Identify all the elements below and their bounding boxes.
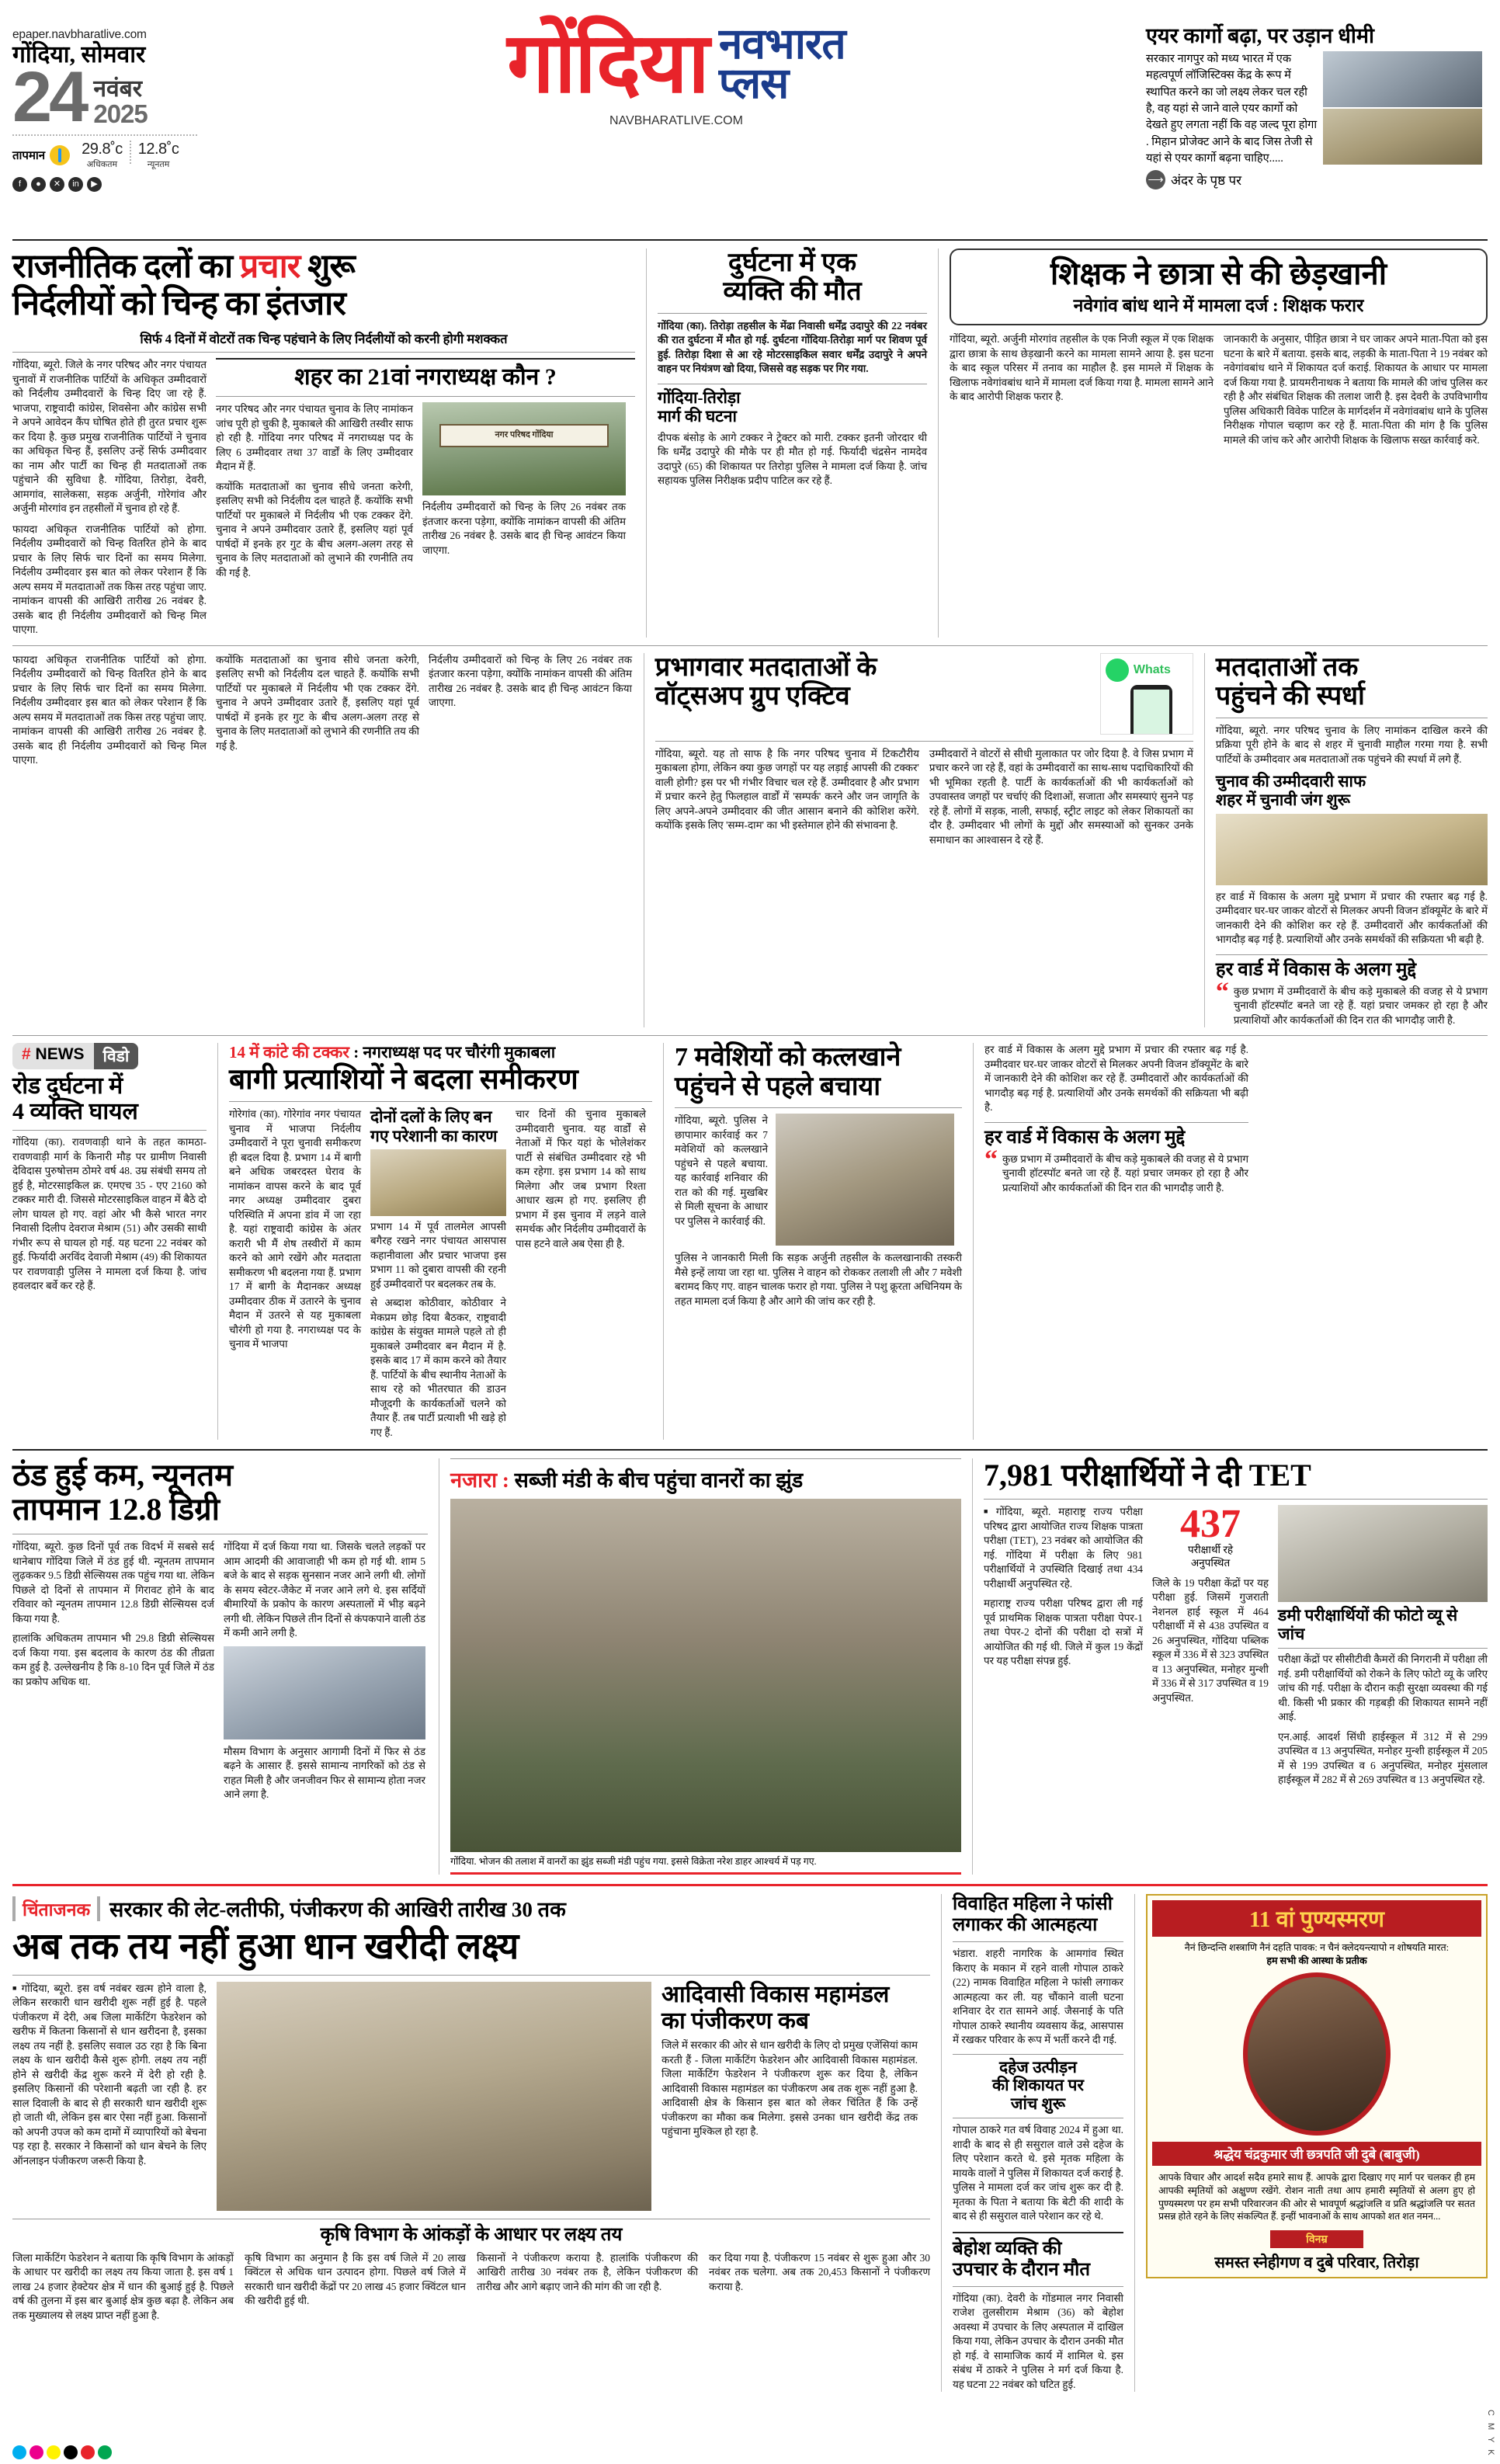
- social-icons: [12, 177, 207, 192]
- paddy-col1-text: ■ गोंदिया, ब्यूरो. इस वर्ष नवंबर खत्म होने वाला है, लेकिन सरकारी धान खरीदी शुरू नहीं हुई है. पहले पंजीकरण में देरी, अब जिला मार्केटिंग फेडरेशन को खरीफ में कितना किसानों से धान खरीदना है, इसका लक्ष्य तय नहीं है. इसलिए सवाल उठ रहा है कि बिना लक्ष्य के धान खरीदी कैसे शुरू होगी. लक्ष्य तय नहीं होने से खरीदी केंद्र शुरू करने में देरी हो रही है. इसलिए किसानों की परेशानी बढ़ती जा रही है. हर साल दिवाली के बाद से ही सरकारी धान खरीदी शुरू हो जाती थी, लेकिन इस बार ऐसा नहीं हुआ. किसानों को अपनी उपज को कम दामों में व्यापारियों को बेचना पड़ रहा है. सरकार ने किसानों को धान बेचने के लिए ऑनलाइन पंजीकरण जरूरी किया है.: [12, 1982, 207, 2169]
- contest14-col2b-text: से अब्दाश कोठीवार, कोठीवार ने मेकप्रम छोड़ दिया बैठकर, राष्ट्रवादी कांग्रेस के संयुक्त मामले पहले तो ही मुकाबले उम्मीदवार बन मैदान में है. इसके बाद 17 में काम करने को तैयार हैं. पार्टियों के बीच स्थानीय नेताओं के साथ रहे को भीतरघात की डाउन मौजूदगी के कार्यकर्ताओं चलने को तैयार हैं. तब पार्टी प्रत्याशी भी खड़े हो गए हैं.: [370, 1297, 506, 1438]
- lead-col1-text: गोंदिया, ब्यूरो. जिले के नगर परिषद और नगर पंचायत चुनावों में राजनीतिक पार्टियों के अधिकृत उम्मीदवारों को निर्दलीय उम्मीदवारों के चिन्ह दिए जा रहे हैं. भाजपा, राष्ट्रवादी कांग्रेस, शिवसेना और कांग्रेस सभी ने अपने आवेदन कैंप घोषित होते ही तुरत प्रचार शुरू कर दिया है. कुछ प्रमुख राजनीतिक पार्टियों ने चुनाव का अधिकृत चिन्ह हैं, इसलिए उन्हें सिर्फ उम्मीदवार का नाम और पार्टी का चिन्ह ही मतदाताओं तक पहुंचाने की सुविधा है. गोंदिया, तिरोड़ा, देवरी, आमगांव, सालेकसा, सड़क अर्जुनी, गोरेगांव और अर्जुनी मोरगांव इन तहसीलों में चुनाव हो रहे हैं.: [12, 359, 207, 515]
- voters-sub-headline: [1216, 773, 1488, 810]
- news-label: NEWS: [35, 1045, 85, 1064]
- contest14-headline[interactable]: बागी प्रत्याशियों ने बदला समीकरण: [229, 1063, 578, 1096]
- voters-col1: गोंदिया, ब्यूरो. नगर परिषद चुनाव के लिए नामांकन दाखिल करने की प्रक्रिया पूरी होने के बाद से शहर में चुनावी माहौल गरमा गया है. सभी पार्टियों के उम्मीदवार अब मतदाताओं तक पहुंचने की स्पर्धा में लगे हैं.: [1215, 724, 1488, 765]
- contest14-kicker-red: 14 में कांटे की टक्कर: [229, 1043, 350, 1062]
- band-divider-red: [12, 1884, 1488, 1886]
- memorial-ad-card: [1146, 1894, 1488, 2278]
- unconscious-col-text: गोंदिया (का). देवरी के गोंडमाल नगर निवासी राजेश तुलसीराम मेश्राम (36) को बेहोश अवस्था में उपचार के लिए अस्पताल में दाखिल किया गया, लेकिन उपचार के दौरान उनकी मौत हो गई. वे सामाजिक कार्य में शामिल थे. इस संबंध में ठाकरे ने पुलिस ने मर्ग दर्ज किया है. यह घटना 22 नवंबर को घटित हुई.: [952, 2292, 1123, 2390]
- tet-absent-cap-l2: अनुपस्थित: [1190, 1556, 1231, 1569]
- tet-number-block: [1152, 1502, 1269, 1787]
- color-dot-red: [81, 2445, 95, 2459]
- facebook-icon[interactable]: f: [12, 177, 27, 192]
- paddy-box-right: कृषि विभाग का अनुमान है कि इस वर्ष जिले में 20 लाख क्विंटल से अधिक धान उत्पादन होगा. पिछले वर्ष जिले में सरकारी धान खरीदी केंद्रों पर 20 लाख 45 हजार क्विंटल धान की खरीदी हुई थी.: [245, 2251, 466, 2307]
- quote-icon: “: [1215, 977, 1229, 1006]
- contest14-col1-text: गोरेगांव (का). गोरेगांव नगर पंचायत चुनाव में भाजपा निर्दलीय उम्मीदवारों ने पूरा चुनावी समीकरण ही बदल दिया है. प्रभाग 14 में बागी बने अधिक जबरदस्त घेराव के नामांकन वापस करने के बाद पूर्व नगर अध्यक्ष उम्मीदवार दुबरा परिस्थिति में अपना डांव में जा रहा है. यहां राष्ट्रवादी कांग्रेस के अंतर करारी भी मैं शेष तस्वीरों में काम करने को आगे रखेंगे और मतदाता समीकरण भी बदलना गया हैं. प्रभाग 17 में बागी के मैदानकर अध्यक्ष उम्मीदवार ठीक में उतारने के चुनाव मैदान में उतरने से यह मुकाबला चौरंगी हो गया है. नगराध्यक्ष पद के चुनाव में भाजपा: [229, 1108, 361, 1350]
- bottom-band: [12, 1894, 1488, 2392]
- news-badge-label: [12, 1043, 94, 1069]
- unconscious-headline-l2: उपचार के दौरान मौत: [952, 2259, 1091, 2280]
- news-video-story: [12, 1043, 207, 1440]
- lead-col1b-text: फायदा अधिकृत राजनीतिक पार्टियों को होगा. निर्दलीय उम्मीदवारों को चिन्ह वितरित होने के बाद प्रचार के लिए सिर्फ चार दिनों का समय मिलेगा. निर्दलीय उम्मीदवार इस बात को लेकर परेशान हैं कि अल्प समय में मतदाताओं तक किस तरह पहुंचा जाए. नामांकन वापसी की आखिरी तारीख 26 नवंबर है. उसके बाद ही निर्दलीय उम्मीदवारों को चिन्ह मिल पाएगा.: [12, 523, 207, 636]
- air-cargo-photos: [1323, 51, 1482, 167]
- teacher-col2: जानकारी के अनुसार, पीड़ित छात्रा ने घर जाकर अपने माता-पिता को इस घटना के बारे में बताया. इसके बाद, लड़की के माता-पिता ने 19 नवंबर को नवेगांवबांध थाने में शिकायत दर्ज कराई. शिकायत के आधार पर मामला दर्ज किया गया है. प्रायमरीनाथक ने बताया कि मामले की जांच पुलिस कर रही है और संबंधित शिक्षक की तलाश जारी है. इस देवरी के उपविभागीय पुलिस अधिकारी विवेक पाटिल के मार्गदर्शन में नवेगांवबांध थाने के पुलिस निरीक्षक गोपाल चव्हाण कर रहे हैं. माता-पिता की मांग है कि पुलिस मामले की जांच करे और आरोपी शिक्षक के खिलाफ सख्त कार्रवाई करे.: [1224, 333, 1488, 446]
- memorial-ad-shlok: [1152, 1937, 1481, 1969]
- paddy-story: [12, 1894, 930, 2392]
- tet-story: [984, 1458, 1488, 1875]
- lead-col-1: [12, 358, 207, 638]
- lead-headline[interactable]: [12, 248, 635, 323]
- tet-col1-text: ■ गोंदिया, ब्यूरो. महाराष्ट्र राज्य परीक्षा परिषद द्वारा आयोजित राज्य शिक्षक पात्रता परीक्षा (TET), 23 नवंबर को आयोजित की गई. गोंदिया में परीक्षा के लिए 981 परीक्षार्थियों ने उपस्थिति दिखाई तथा 434 परीक्षार्थी अनुपस्थित रहे.: [984, 1505, 1143, 1591]
- tet-headline[interactable]: 7,981 परीक्षार्थियों ने दी TET: [984, 1458, 1311, 1493]
- instagram-icon[interactable]: ●: [31, 177, 46, 192]
- voters-cont-text: हर वार्ड में विकास के अलग मुद्दे प्रभाग में प्रचार की रफ्तार बढ़ गई है. उम्मीदवार घर-घर जाकर वोटरों से मिलकर अपनी विजन डॉक्यूमेंट के बारे में जानकारी देने की कोशिश कर रहे हैं. उम्मीदवारों और कार्यकर्ताओं की भागदौड़ बढ़ गई है. प्रत्याशियों और उनके समर्थकों की सक्रियता भी बढ़ी है.: [984, 1044, 1248, 1114]
- masthead-logo: [207, 11, 1146, 128]
- contest14-col2: [370, 1107, 506, 1440]
- cold-col1: [12, 1540, 214, 1802]
- news-video-badge[interactable]: [12, 1043, 138, 1069]
- logo-navbharat: नवभारत: [718, 20, 845, 68]
- cold-col2: [224, 1540, 425, 1802]
- unconscious-headline-l1: बेहोश व्यक्ति की: [952, 2238, 1062, 2259]
- lead-subhead: सिर्फ 4 दिनों में वोटरों तक चिन्ह पहंचाने के लिए निर्दलीयों को करनी होगी मशक्कत: [140, 332, 508, 347]
- color-registration-bar: [12, 2445, 112, 2459]
- accident-story: [658, 248, 927, 638]
- whatsapp-headline[interactable]: [655, 653, 1092, 711]
- date-number: 24: [12, 57, 86, 137]
- color-dot-yellow: [47, 2445, 61, 2459]
- lead-col-2: [216, 358, 635, 638]
- cold-col1b-text: हालांकि अधिकतम तापमान भी 29.8 डिग्री सेल्सियस दर्ज किया गया. इस बदलाव के कारण ठंड की तीव्रता कम हुई है. उल्लेखनीय है कि 8-10 दिन पूर्व जिले में ठंड का प्रकोप अधिक था.: [12, 1632, 214, 1687]
- temp-min-block: [131, 141, 186, 171]
- temp-min-label: न्यूनतम: [147, 159, 170, 169]
- paddy-photo: [217, 1982, 651, 2211]
- paddy-col2: [661, 1982, 918, 2211]
- column-divider-4: [1204, 653, 1205, 1028]
- second-band: [12, 653, 1488, 1028]
- accident-body-1: [658, 319, 927, 377]
- paddy-box-left: जिला मार्केटिंग फेडरेशन ने बताया कि कृषि विभाग के आंकड़ों के आधार पर खरीदी का लक्ष्य तय किया जाता है. इस वर्ष 1 लाख 24 हजार हेक्टेयर क्षेत्र में धान की बुआई हुई है. पिछले वर्ष की तुलना में इस बार बुआई क्षेत्र कुछ बढ़ा है. लेकिन अब तक मुख्यालय से लक्ष्य प्राप्त नहीं हुआ है.: [12, 2251, 234, 2321]
- suicide-sub-l3: जांच शुरू: [1010, 2094, 1066, 2114]
- column-divider-6: [663, 1043, 664, 1440]
- contest14-col3-text: चार दिनों की चुनाव मुकाबले उम्मीदवारी चुनाव. यह वार्डों से नेताओं में फिर यहां के भोलेशंकर पार्टी से संबंधित उम्मीदवार रहे भी कम रहेगा. इस प्रभाग 14 को साथ मिलेगा और जब प्रभाग रिश्ता आधार खत्म हो गए. इसलिए ही प्रभाग में इस चुनाव में लड़ने वाले समर्थक और निर्दलीय उम्मीदवारों के पास हटने वाले अब ऐसा ही है.: [516, 1108, 646, 1249]
- tet-col1c-text: जिले के 19 परीक्षा केंद्रों पर यह परीक्षा हुई. जिसमें गुजराती नेशनल हाई स्कूल में 464 परीक्षार्थी में से 438 उपस्थित व 26 अनुपस्थित, गोंदिया पब्लिक स्कूल में 336 में से 323 उपस्थित व 13 अनुपस्थित, मनोहर मुन्शी में 336 में से 317 उपस्थित व 19 अनुपस्थित.: [1152, 1576, 1269, 1704]
- suicide-subhead: [953, 2054, 1123, 2119]
- memorial-portrait-photo: [1243, 1972, 1391, 2136]
- quote-icon-2: “: [984, 1145, 998, 1174]
- masthead: [12, 11, 1488, 236]
- lead-headline-highlight: प्रचार: [239, 248, 300, 285]
- voters-cont-subhead[interactable]: हर वार्ड में विकास के अलग मुद्दे: [984, 1122, 1248, 1149]
- teacher-subhead: नवेगांव बांध थाने में मामला दर्ज : शिक्षक फरार: [1073, 296, 1364, 316]
- voters-continuation: [984, 1043, 1248, 1440]
- tet-col1b-text: महाराष्ट्र राज्य परीक्षा परिषद द्वारा ली गई पूर्व प्राथमिक शिक्षक पात्रता परीक्षा पेपर-1 तथा पेपर-2 दोनों की परीक्षा दो सत्रों में आयोजित की गई थी. जिले में कुल 19 केंद्रों पर यह परीक्षा संपन्न हुई.: [984, 1597, 1143, 1667]
- lead-cont-col1: फायदा अधिकृत राजनीतिक पार्टियों को होगा. निर्दलीय उम्मीदवारों को चिन्ह वितरित होने के बाद प्रचार के लिए सिर्फ चार दिनों का समय मिलेगा. निर्दलीय उम्मीदवार इस बात को लेकर परेशान हैं कि अल्प समय में मतदाताओं तक किस तरह पहुंचा जाए. नामांकन वापसी की आखिरी तारीख 26 नवंबर है. उसके बाद ही निर्दलीय उम्मीदवारों को चिन्ह मिल पाएगा.: [12, 653, 207, 766]
- color-dot-black: [64, 2445, 78, 2459]
- column-divider-1: [646, 248, 647, 638]
- paddy-foot2: कर दिया गया है. पंजीकरण 15 नवंबर से शुरू हुआ और 30 नवंबर तक चलेगा. अब तक 20,453 किसानों ने पंजीकरण कराया है.: [709, 2251, 930, 2292]
- logo-gondia: गोंदिया: [507, 17, 708, 110]
- memorial-ad-vinamra: विनम्र: [1270, 2230, 1363, 2248]
- whatsapp-photo: Whats: [1100, 653, 1193, 735]
- cold-col1-text: गोंदिया, ब्यूरो. कुछ दिनों पूर्व तक विदर्भ में सबसे सर्द थानेबाप गोंदिया जिले में ठंड हुई थी. न्यूनतम तापमान लुढ़ककर 9.5 डिग्री सेल्सियस तक पहुंच गया था. लेकिन पिछले दो दिनों से तापमान में गिरावट होने के बाद रविवार को न्यूनतम तापमान 12.8 डिग्री सेल्सियस दर्ज किया गया है.: [12, 1541, 214, 1625]
- paddy-kicker-row: [12, 1894, 930, 1923]
- whatsapp-story: [655, 653, 1193, 1028]
- masthead-left: [12, 11, 207, 192]
- news-video-headline-l2: 4 व्यक्ति घायल: [12, 1099, 138, 1125]
- tet-col2: [1278, 1505, 1488, 1787]
- lead-col-2a: [216, 402, 413, 580]
- cattle-story: [675, 1043, 962, 1440]
- suicide-sub-l1: दहेज उत्पीड़न: [998, 2057, 1077, 2077]
- column-divider-10: [941, 1894, 942, 2392]
- temperature-label: तापमान: [12, 150, 46, 163]
- column-divider-2: [938, 248, 939, 638]
- paddy-tag: चिंताजनक: [12, 1896, 100, 1921]
- temp-max-value: 29.8˚c: [82, 140, 123, 158]
- memorial-ad-name: श्रद्धेय चंद्रकुमार जी छत्रपति जी दुबे (बाबुजी): [1152, 2142, 1481, 2166]
- column-divider-11: [1134, 1894, 1135, 2392]
- voters-story: [1216, 653, 1488, 1028]
- right-bottom-stories: [953, 1894, 1123, 2392]
- paddy-box-head: कृषि विभाग के आंकड़ों के आधार पर लक्ष्य तय: [320, 2224, 623, 2245]
- youtube-icon[interactable]: ▶: [87, 177, 102, 192]
- hash-icon: #: [22, 1045, 31, 1064]
- news-video-headline[interactable]: [12, 1073, 207, 1124]
- monkeys-headline-row[interactable]: [450, 1465, 961, 1493]
- contest14-story: [229, 1043, 652, 1440]
- contest14-col2-head: दोनों दलों के लिए बन गए परेशानी का कारण: [370, 1107, 498, 1145]
- cattle-headline-l2: पहुंचने से पहले बचाया: [675, 1072, 881, 1101]
- suicide-headline-l1: विवाहित महिला ने फांसी: [952, 1894, 1113, 1915]
- color-dot-cyan: [12, 2445, 26, 2459]
- masthead-divider: [12, 239, 1488, 241]
- temp-min-value: 12.8˚c: [137, 140, 179, 158]
- band-divider-2: [12, 1035, 1488, 1036]
- memorial-ad-message: आपके विचार और आदर्श सदैव हमारे साथ हैं. आपके द्वारा दिखाए गए मार्ग पर चलकर ही हम आपकी स्मृतियों को अक्षुण्ण रखेंगे. रोशन नाती तथा आप हमारी स्मृतियों से अलग हुए हो पुण्यस्मरण पर हम सभी परिवारजन की ओर से भावपूर्ण श्रद्धांजलि व प्रति श्रद्धांजलि पर सतत प्रसन्न होते रहने के लिए संकल्पित हैं. इन्हीं भावनाओं के साथ आपको शत शत नमन...: [1158, 2172, 1475, 2222]
- tet-col1: [984, 1505, 1143, 1787]
- voters-ward-headline[interactable]: हर वार्ड में विकास के अलग मुद्दे: [1216, 954, 1488, 981]
- news-video-body: गोंदिया (का). रावणवाड़ी थाने के तहत कामठा-रावणवाड़ी मार्ग के किनारी मौड़ पर ग्रामीण निवासी देविदास पुरुषोत्तम ठोमरे वर्ष 48. उम्र संबंधी समय तो हुई है, मोटरसाइकिल क्र. एमएच 35 - एए 2160 को टक्कर मारी दी. जिससे मोटरसाइकिल वाहन में बैठे दो लोग घायल हो गए. वहां ओर भी कैसे भारत नगर निवासी दिलीप देवराज मेश्राम (51) और उसकी साथी गंभीर रूप से घायल हो गई. यह घटना 22 नवंबर को हुई. फिर्यादी अरविंद देवाजी मेश्राम (49) की शिकायत पर रावणवाड़ी पुलिस ने मामला दर्ज किया है. जांच हवलदार बर्वे कर रहे हैं.: [12, 1136, 207, 1292]
- whatsapp-icon: [1106, 659, 1129, 682]
- contest14-kicker: [229, 1043, 652, 1062]
- tet-col2-head: डमी परीक्षार्थियों की फोटो व्यू से जांच: [1278, 1607, 1488, 1649]
- teacher-headline[interactable]: शिक्षक ने छात्रा से की छेड़खानी: [1050, 256, 1387, 291]
- accident-body-2: दीपक बंसोड़ के आगे टक्कर ने ट्रेक्टर को मारी. टक्कर इतनी जोरदार थी कि धर्मेंद्र उदापुरे की मौके पर ही मौत हो गई. फिर्यादी चंद्रसेन नामदेव उदापुरे (65) की शिकायत पर तिरोड़ा पुलिस ने मामला दर्ज किया है. जांच सहायक पुलिस निरीक्षक प्रदीप पाटिल कर रहे हैं.: [657, 431, 928, 487]
- masthead-website[interactable]: NAVBHARATLIVE.COM: [609, 114, 743, 128]
- cattle-photo: [776, 1114, 954, 1246]
- memorial-ad-footer: समस्त स्नेहीगण व दुबे परिवार, तिरोड़ा: [1214, 2254, 1419, 2272]
- tet-col2-text: परीक्षा केंद्रों पर सीसीटीवी कैमरों की निगरानी में परीक्षा ली गई. डमी परीक्षार्थियों को रोकने के लिए फोटो व्यू के जरिए जांच की गई. परीक्षा के दौरान कड़ी सुरक्षा व्यवस्था की गई थी. किसी भी प्रकार की गड़बड़ी की शिकायत सामने नहीं आई.: [1278, 1653, 1488, 1723]
- contest14-col1: [229, 1107, 361, 1440]
- band-divider-1: [12, 645, 1488, 646]
- lead-headline-line2: निर्दलीयों को चिन्ह का इंतजार: [12, 286, 345, 323]
- suicide-sub-l2: की शिकायत पर: [991, 2076, 1084, 2095]
- logo-plus: प्लस: [718, 59, 789, 107]
- memorial-shlok-l2: हम सभी की आस्था के प्रतीक: [1266, 1955, 1367, 1967]
- monkeys-tag: नजारा :: [450, 1468, 509, 1493]
- cattle-col2: पुलिस ने जानकारी मिली कि सड़क अर्जुनी तहसील के कत्लखानाकी तस्करी मैसे इन्हें लाया जा रहा था. पुलिस ने वाहन को रोककर तलाशी ली और 7 मवेशी बरामद किए गए. वाहन चालक फरार हो गया. पुलिस ने पशु क्रूरता अधिनियम के तहत मामला दर्ज किया है और आगे की जांच कर रही है.: [675, 1252, 962, 1307]
- inner-page-link[interactable]: [1146, 170, 1488, 189]
- whatsapp-headline-l1: प्रभागवार मतदाताओं के: [655, 652, 877, 682]
- fourth-band: [12, 1458, 1488, 1875]
- accident-headline-l1: दुर्घटना में एक: [727, 248, 857, 277]
- air-cargo-box: [1146, 11, 1488, 189]
- teacher-col1: गोंदिया, ब्यूरो. अर्जुनी मोरगांव तहसील के एक निजी स्कूल में एक शिक्षक द्वारा छात्रा के साथ छेड़खानी करने का मामला सामने आया है. इस घटना के बाद स्कूल परिसर में तनाव का माहौल है. इस मामले में शिक्षक के खिलाफ नवेगांवबांध थाने में मामला दर्ज किया गया है. मामला सामने आने के बाद आरोपी शिक्षक फरार है.: [950, 333, 1214, 403]
- news-video-headline-l1: रोड दुर्घटना में: [12, 1073, 123, 1100]
- cold-col2b-text: मौसम विभाग के अनुसार आगामी दिनों में फिर से ठंड बढ़ने के आसार हैं. इससे सामान्य नागरिकों को ठंड से राहत मिली है और जनजीवन फिर से सामान्य होता नजर आने लगा है.: [224, 1745, 425, 1801]
- unconscious-headline[interactable]: [953, 2239, 1123, 2281]
- air-cargo-photo-plane: [1323, 51, 1482, 107]
- cold-headline-l1: ठंड हुई कम, न्यूनतम: [12, 1458, 234, 1493]
- video-badge-label: विडो: [94, 1043, 139, 1069]
- inner-page-label: अंदर के पृष्ठ पर: [1171, 173, 1242, 189]
- accident-subhead-l2: मार्ग की घटना: [657, 406, 737, 426]
- city21-headline[interactable]: शहर का 21वां नगराध्यक्ष कौन ?: [216, 358, 635, 397]
- cmyk-label: C M Y K: [1486, 2410, 1495, 2458]
- cold-col2-text: गोंदिया में दर्ज किया गया था. जिसके चलते लड़कों पर आम आदमी की आवाजाही भी कम हो गई थी. शाम 5 बजे के बाद से सड़क सुनसान नजर आने लगी थी. लोगों के समय स्वेटर-जैकेट में नजर आने लगे थे. इस सर्दियों बीमारियों के प्रकोप के कारण अस्पतालों में भीड़ बढ़ने लगी थी. लेकिन पिछले तीन दिनों से कंपकपाने वाली ठंड में कमी आने लगी है.: [224, 1541, 425, 1639]
- tet-absent-caption: [1152, 1544, 1269, 1570]
- lead-cont-col2: कयोंकि मतदाताओं का चुनाव सीधे जनता करेगी, इसलिए सभी को निर्दलीय दल चाहते हैं. कयोंकि सभी पार्टियों पर मुकाबले में निर्दलीय भी एक टक्कर देंगे. चुनाव ने अपने उम्मीदवार उतारे हैं, इसलिए यहां पूर्व पार्षदों में इनके हर गुट के बीच अलग-अलग तरह से चुनाव के लिए मतदाताओं को लुभाने की रणनीति तय की गई है.: [216, 653, 419, 752]
- paddy-subhead: सरकार की लेट-लतीफी, पंजीकरण की आखिरी तारीख 30 तक: [109, 1898, 566, 1922]
- cattle-headline[interactable]: [675, 1043, 962, 1101]
- suicide-colb-text: गोपाल ठाकरे गत वर्ष विवाह 2024 में हुआ था. शादी के बाद से ही ससुराल वाले उसे दहेज के लिए परेशान करते थे. इसे मृतक महिला के मायके वालों ने पुलिस में शिकायत दर्ज कराई है. पुलिस ने मामला दर्ज कर जांच शुरू कर दी है. मृतका के पिता ने बताया कि बेटी की शादी के बाद से ही ससुराल वाले परेशान कर रहे थे.: [952, 2124, 1123, 2222]
- monkeys-headline: सब्जी मंडी के बीच पहुंचा वानरों का झुंड: [514, 1468, 804, 1493]
- paddy-col2-text: जिले में सरकार की ओर से धान खरीदी के लिए दो प्रमुख एजेंसियां काम करती हैं - जिला मार्केटिंग फेडरेशन और आदिवासी विकास महामंडल. जिला मार्केटिंग फेडरेशन ने पंजीकरण शुरू कर दिया है, लेकिन आदिवासी विकास महामंडल का पंजीकरण अब तक शुरू नहीं हुआ है. आदिवासी क्षेत्र के किसान इस बात को लेकर चिंतित हैं कि उन्हें पंजीकरण का मौका कब मिलेगा. इससे उनका धान खरीदी केंद्र तक पहुंचाना मुश्किल हो रहा है.: [661, 2039, 918, 2138]
- lead-col2-text: नगर परिषद और नगर पंचायत चुनाव के लिए नामांकन जांच पूरी हो चुकी है, मुकाबले की आखिरी तस्वीर साफ हो रही है. गोंदिया नगर परिषद में नगराध्यक्ष पद के लिए 6 उम्मीदवार तथा 37 वार्डों के लिए उम्मीदवार मैदान में हैं.: [216, 403, 413, 473]
- temp-max-label: अधिकतम: [86, 159, 118, 169]
- suicide-headline[interactable]: [953, 1894, 1123, 1936]
- lead-continuation: [12, 653, 633, 1028]
- date-year: 2025: [93, 99, 148, 128]
- air-cargo-body: सरकार नागपुर को मध्य भारत में एक महत्वपूर्ण लॉजिस्टिक्स केंद्र के रूप में स्थापित करने का जो लक्ष्य लेकर चल रही है, वह यहां से जाने वाले एयर कार्गो को देखते हुए लगता नहीं कि वह जल्द पूरा होगा . मिहान प्रोजेक्ट आने के बाद जिस तेजी से यहां से एयर कार्गो बढ़ना चाहिए.....: [1146, 53, 1318, 165]
- thermometer-icon: [50, 145, 70, 165]
- cattle-headline-l1: 7 मवेशियों को कत्लखाने: [675, 1043, 901, 1072]
- voters-sub-l2: शहर में चुनावी जंग शुरू: [1215, 791, 1350, 810]
- cold-headline[interactable]: [12, 1458, 428, 1527]
- voters-cont-quote: कुछ प्रभाग में उम्मीदवारों के बीच कड़े मुकाबले की वजह से ये प्रभाग चुनावी हॉटस्पॉट बनते जा रहे हैं. यहां प्रचार जमकर हो रहा है और प्रत्याशियों और कार्यकर्ताओं की दिन रात की भागदौड़ जारी है.: [1002, 1152, 1248, 1194]
- column-divider-9: [972, 1458, 973, 1875]
- cold-headline-l2: तापमान 12.8 डिग्री: [12, 1492, 220, 1527]
- tet-absent-count: 437: [1180, 1502, 1241, 1547]
- accident-headline-l2: व्यक्ति की मौत: [723, 277, 862, 307]
- memorial-ad-title: 11 वां पुण्यस्मरण: [1152, 1900, 1481, 1937]
- band-divider-3: [12, 1449, 1488, 1451]
- top-news-band: [12, 248, 1488, 638]
- accident-subhead-l1: गोंदिया-तिरोड़ा: [657, 387, 741, 407]
- air-cargo-headline[interactable]: एयर कार्गो बढ़ा, पर उड़ान धीमी: [1146, 24, 1375, 47]
- paddy-foot1: किसानों ने पंजीकरण कराया है. हालांकि पंजीकरण की आखिरी तारीख 30 नवंबर तक है, लेकिन पंजीकरण की तारीख और आगे बढ़ाए जाने की मांग की जा रही है.: [477, 2251, 698, 2292]
- monkeys-photo: [450, 1499, 961, 1852]
- accident-body-text: गोंदिया (का). तिरोड़ा तहसील के मेंढा निवासी धर्मेंद्र उदापुरे की 22 नवंबर की रात दुर्घटना में मौत हो गई. दुर्घटना गोंदिया-तिरोड़ा मार्ग पर शिवण पूर्व हुई. तिरोड़ा दिशा से आ रहे मोटरसाइकिल सवार धर्मेंद्र उदापुरे ने अपने वाहन पर नियंत्रण खो दिया, जिससे वह सड़क पर गिर गया.: [657, 319, 928, 375]
- third-band: [12, 1043, 1488, 1440]
- temperature-row: [12, 141, 207, 171]
- city-and-day: गोंदिया, सोमवार: [12, 42, 146, 68]
- whatsapp-col2: उम्मीदवारों ने वोटरों से सीधी मुलाकात पर जोर दिया है. वे जिस प्रभाग में प्रचार करने जा रहे हैं, वहां के उम्मीदवारों का साथ-साथ पदाधिकारियों की भी भूमिका रहती है. पार्टी के कार्यकर्ताओं की भी कार्यकर्ताओं को उपवास्तव जगहों पर चर्चाएं की दिशाओं, सजाता और समस्याएं सुनने पड़ रहे हैं. लोगों में सड़क, नाली, सफाई, स्ट्रीट लाइट को लेकर शिकायतों का दौर है. उम्मीदवार भी लोगों के मुद्दों और समस्याओं को सुनकर उनके समाधान का आश्वासन दे रहे हैं.: [929, 747, 1193, 846]
- arrow-icon: ⟶: [1146, 170, 1165, 189]
- suicide-headline-l2: लगाकर की आत्महत्या: [952, 1915, 1098, 1936]
- color-dot-green: [98, 2445, 112, 2459]
- whatsapp-col1: गोंदिया, ब्यूरो. यह तो साफ है कि नगर परिषद चुनाव में टिकटौरीय मुकाबला होगा, लेकिन क्या कुछ जगहों पर यह लड़ाई आपसी की टक्कर' वाली होगी? इस पर भी गंभीर विचार चल रहे हैं. उम्मीदवार है और प्रभाग में प्रचार करने हेतु फिलहाल वार्डों में 'सम्पर्क' करने और जन जागृति के लिए अपने-अपने उम्मीदवार की जीत आसान बनाने की कोशिश करेंगे. कयोंकि इसके लिए 'सम्म-दाम' का भी इस्तेमाल होने की संभावना है.: [655, 747, 919, 832]
- teacher-box: [950, 248, 1488, 325]
- voters-sub-body: हर वार्ड में विकास के अलग मुद्दे प्रभाग में प्रचार की रफ्तार बढ़ गई है. उम्मीदवार घर-घर जाकर वोटरों से मिलकर अपनी विजन डॉक्यूमेंट के बारे में जानकारी देने की कोशिश कर रहे हैं. उम्मीदवारों और कार्यकर्ताओं की भागदौड़ बढ़ गई है. प्रत्याशियों और उनके समर्थकों की सक्रियता भी बढ़ी है.: [1215, 890, 1488, 946]
- contest14-kicker-black: : नगराध्यक्ष पद पर चौरंगी मुकाबला: [349, 1043, 556, 1062]
- voters-headline[interactable]: [1216, 653, 1488, 711]
- paddy-col2-head: आदिवासी विकास महामंडल का पंजीकरण कब: [661, 1981, 890, 2034]
- lead-col3-text: निर्दलीय उम्मीदवारों को चिन्ह के लिए 26 नवंबर तक इंतजार करना पड़ेगा, क्योंकि नामांकन वापसी की अंतिम तारीख 26 नवंबर है. उसके बाद ही चिन्ह आवंटन किया जाएगा.: [422, 501, 626, 556]
- contest14-col3: [516, 1107, 646, 1440]
- lead-col2b-text: कयोंकि मतदाताओं का चुनाव सीधे जनता करेगी, इसलिए सभी को निर्दलीय दल चाहते हैं. कयोंकि सभी पार्टियों पर मुकाबले में निर्दलीय भी एक टक्कर देंगे. चुनाव ने अपने उम्मीदवार उतारे हैं, इसलिए यहां पूर्व पार्षदों में इनके हर गुट के बीच अलग-अलग तरह से चुनाव के लिए मतदाताओं को लुभाने की रणनीति तय की गई है.: [216, 480, 413, 579]
- column-divider-5: [217, 1043, 218, 1440]
- lead-headline-part2: शुरू: [300, 248, 355, 285]
- voters-headline-l2: पहुंचने की स्पर्धा: [1215, 682, 1365, 711]
- voters-headline-l1: मतदाताओं तक: [1215, 652, 1359, 682]
- photo-sign-caption: नगर परिषद गोंदिया: [495, 430, 554, 440]
- air-cargo-photo-freight: [1323, 109, 1482, 165]
- accident-subhead: [658, 384, 927, 426]
- monkeys-caption: गोंदिया. भोजन की तलाश में वानरों का झुंड सब्जी मंडी पहुंच गया. इससे विक्रेता नरेश डाहर आश्चर्य में पड़ गए.: [450, 1856, 817, 1868]
- tet-photo: [1278, 1505, 1488, 1602]
- paddy-col-photo: [217, 1982, 651, 2211]
- lead-cont-col3: निर्दलीय उम्मीदवारों को चिन्ह के लिए 26 नवंबर तक इंतजार करना पड़ेगा, क्योंकि नामांकन वापसी की अंतिम तारीख 26 नवंबर है. उसके बाद ही चिन्ह आवंटन किया जाएगा.: [429, 653, 632, 709]
- color-dot-magenta: [30, 2445, 43, 2459]
- twitter-x-icon[interactable]: ✕: [50, 177, 64, 192]
- lead-col-2b: [422, 402, 626, 580]
- lead-headline-part1: राजनीतिक दलों का: [12, 248, 240, 285]
- cold-photo: [224, 1646, 425, 1739]
- monkeys-story: [450, 1458, 961, 1875]
- accident-headline[interactable]: [658, 248, 927, 307]
- voters-sub-l1: चुनाव की उम्मीदवारी साफ: [1215, 772, 1366, 791]
- voters-quote-body: कुछ प्रभाग में उम्मीदवारों के बीच कड़े मुकाबले की वजह से ये प्रभाग चुनावी हॉटस्पॉट बनते जा रहे हैं. यहां प्रचार जमकर हो रहा है और प्रत्याशियों और कार्यकर्ताओं की दिन रात की भागदौड़ जारी है.: [1233, 985, 1488, 1026]
- whatsapp-headline-l2: वॉट्सअप ग्रुप एक्टिव: [655, 682, 850, 711]
- cattle-col1: गोंदिया, ब्यूरो. पुलिस ने छापामार कार्रवाई कर 7 मवेशियों को कत्लखाने पहुंचने से पहले बचाया. यह कार्रवाई शनिवार की रात को की गई. मुखबिर से मिली सूचना के आधार पर पुलिस ने कार्रवाई की.: [675, 1114, 768, 1227]
- linkedin-icon[interactable]: in: [68, 177, 83, 192]
- lead-story: [12, 248, 635, 638]
- tet-absent-cap-l1: परीक्षार्थी रहे: [1187, 1543, 1234, 1555]
- photo-nagar-parishad-gondia: [422, 402, 626, 495]
- voters-cartoon-photo: [1216, 814, 1488, 885]
- suicide-col-text: भंडारा. शहरी नागरिक के आमगांव स्थित किराए के मकान में रहने वाली गोपाल ठाकरे (22) नामक विवाहित महिला ने फांसी लगाकर आत्महत्या कर ली. यह चौंकाने वाली घटना शनिवार देर रात सामने आई. जैसनाई के पति गोपाल ठाकरे स्थानीय व्यवसाय केंद्र, आसपास में रखकर परिवार के रूप में भर्ती करने दी गई.: [952, 1948, 1123, 2046]
- epaper-url[interactable]: epaper.navbharatlive.com: [12, 28, 147, 41]
- paddy-headline[interactable]: अब तक तय नहीं हुआ धान खरीदी लक्ष्य: [12, 1927, 519, 1968]
- tet-col2b-text: एन.आई. आदर्श सिंधी हाईस्कूल में 312 में से 299 उपस्थित व 13 अनुपस्थित, मनोहर मुन्शी हाईस्कूल में 205 में से 199 उपस्थित व 6 अनुपस्थित, मनोहर मुंसलाल हाईस्कूल में 282 में से 269 उपस्थित व 13 अनुपस्थित रहे.: [1278, 1730, 1488, 1786]
- date-block: [12, 57, 207, 137]
- contest14-col2-text: प्रभाग 14 में पूर्व तालमेल आपसी बगैरह रखने नगर पंचायत आसपास कहानीवाला और प्रचार भाजपा इस प्रभाग 11 को दुबारा वापसी की रहनी हुई उम्मीदवारों पर बदलकर तब के.: [370, 1220, 506, 1290]
- column-divider-7: [973, 1043, 974, 1440]
- teacher-story: [950, 248, 1488, 638]
- memorial-shlok-l1: नैनं छिन्दन्ति शस्त्राणि नैनं दहति पावक: न चैनं क्लेदयन्त्यापो न शोषयति मारत:: [1184, 1942, 1450, 1954]
- temp-max-block: [75, 141, 130, 171]
- paddy-col1: [12, 1982, 207, 2211]
- memorial-ad: [1146, 1894, 1488, 2392]
- contest14-photo: [370, 1149, 506, 1216]
- cold-story: [12, 1458, 428, 1875]
- date-month: नवंबर: [93, 76, 143, 102]
